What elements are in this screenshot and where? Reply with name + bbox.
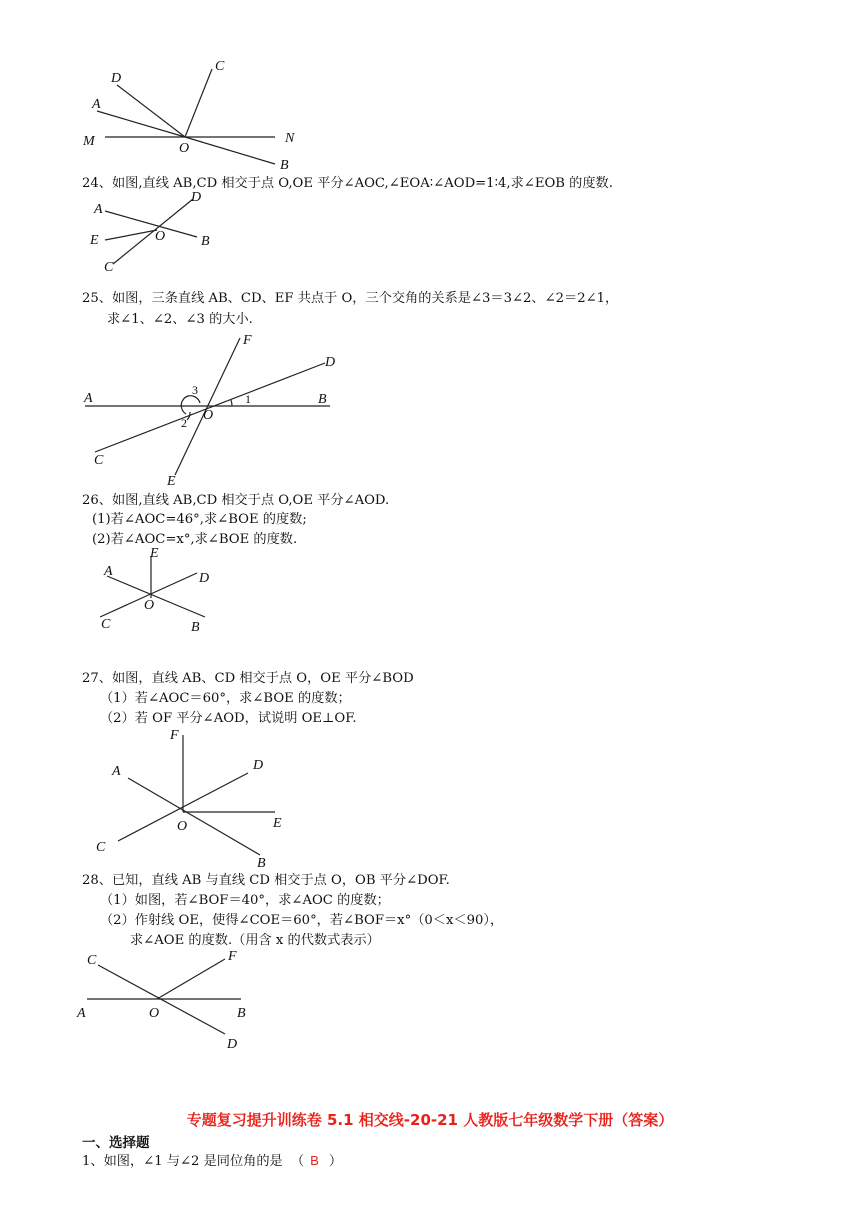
question-27-sub1: （1）若∠AOC＝60°，求∠BOE 的度数；: [100, 691, 351, 706]
angle-label-2: 2: [181, 416, 187, 430]
figure-27: [90, 725, 300, 870]
label-F: F: [170, 728, 179, 743]
angle-label-1: 1: [245, 392, 251, 406]
angle-label-3: 3: [192, 383, 198, 397]
label-B: B: [318, 392, 327, 407]
question-28-sub3: 求∠AOE 的度数.（用含 x 的代数式表示）: [130, 933, 380, 948]
question-24: 24、如图,直线 AB,CD 相交于点 O,OE 平分∠AOC,∠EOA∶∠AOD=1∶4,求∠EOB 的度数.: [82, 176, 613, 191]
label-D: D: [227, 1037, 238, 1052]
label-C: C: [87, 953, 97, 968]
label-O: O: [179, 141, 190, 156]
question-26-sub2: (2)若∠AOC=x°,求∠BOE 的度数.: [92, 532, 298, 547]
figure-25-svg: [80, 330, 350, 490]
section-heading: 一、选择题: [82, 1135, 150, 1151]
label-E: E: [90, 233, 99, 248]
label-C: C: [215, 59, 225, 74]
question-1-open: （: [290, 1154, 305, 1169]
question-26: 26、如图,直线 AB,CD 相交于点 O,OE 平分∠AOD.: [82, 493, 390, 508]
label-A: A: [104, 564, 113, 579]
figure-28: [75, 947, 275, 1057]
label-F: F: [228, 949, 237, 964]
label-C: C: [96, 840, 106, 855]
label-A: A: [94, 202, 103, 217]
figure-26-svg: [95, 545, 225, 637]
label-D: D: [325, 355, 336, 370]
label-C: C: [101, 617, 111, 632]
question-1: [82, 1152, 342, 1171]
question-28-sub2: （2）作射线 OE，使得∠COE＝60°，若∠BOF＝x°（0＜x＜90），: [100, 913, 504, 928]
label-D: D: [199, 571, 210, 586]
figure-27-svg: [90, 725, 300, 870]
label-N: N: [285, 131, 295, 146]
label-D: D: [191, 190, 202, 205]
question-27-sub2: （2）若 OF 平分∠AOD，试说明 OE⊥OF.: [100, 711, 357, 726]
label-E: E: [273, 816, 282, 831]
figure-24: [85, 190, 225, 280]
question-28-sub1: （1）如图，若∠BOF＝40°，求∠AOC 的度数；: [100, 893, 390, 908]
label-E: E: [150, 546, 159, 561]
label-O: O: [149, 1006, 160, 1021]
figure-25: [80, 330, 350, 490]
question-1-answer: B: [310, 1153, 319, 1168]
answer-title: 专题复习提升训练卷 5.1 相交线-20-21 人教版七年级数学下册（答案）: [186, 1111, 674, 1129]
label-O: O: [203, 408, 214, 423]
label-O: O: [155, 229, 166, 244]
label-C: C: [94, 453, 104, 468]
label-E: E: [167, 474, 176, 489]
figure-top-svg: [75, 55, 315, 175]
label-B: B: [257, 856, 266, 871]
figure-28-svg: [75, 947, 275, 1057]
question-1-text: 1、如图，∠1 与∠2 是同位角的是: [82, 1154, 283, 1169]
question-28: 28、已知，直线 AB 与直线 CD 相交于点 O，OB 平分∠DOF.: [82, 873, 450, 888]
label-C: C: [104, 260, 114, 275]
label-B: B: [237, 1006, 246, 1021]
label-O: O: [144, 598, 155, 613]
question-25-line1: 25、如图，三条直线 AB、CD、EF 共点于 O，三个交角的关系是∠3＝3∠2、∠2＝2∠1，: [82, 291, 619, 306]
label-D: D: [111, 71, 122, 86]
question-26-sub1: (1)若∠AOC=46°,求∠BOE 的度数;: [92, 512, 307, 527]
label-B: B: [201, 234, 210, 249]
label-A: A: [112, 764, 121, 779]
label-B: B: [280, 158, 289, 173]
figure-top: [75, 55, 315, 175]
label-M: M: [83, 134, 95, 149]
label-B: B: [191, 620, 200, 635]
label-O: O: [177, 819, 188, 834]
label-D: D: [253, 758, 264, 773]
figure-24-svg: [85, 190, 225, 280]
label-A: A: [92, 97, 101, 112]
question-25-line2: 求∠1、∠2、∠3 的大小.: [107, 312, 253, 327]
label-A: A: [84, 391, 93, 406]
figure-26: [95, 545, 225, 637]
label-A: A: [77, 1006, 86, 1021]
question-1-close: ）: [328, 1154, 343, 1169]
label-F: F: [243, 333, 252, 348]
question-27: 27、如图，直线 AB、CD 相交于点 O，OE 平分∠BOD: [82, 671, 414, 686]
